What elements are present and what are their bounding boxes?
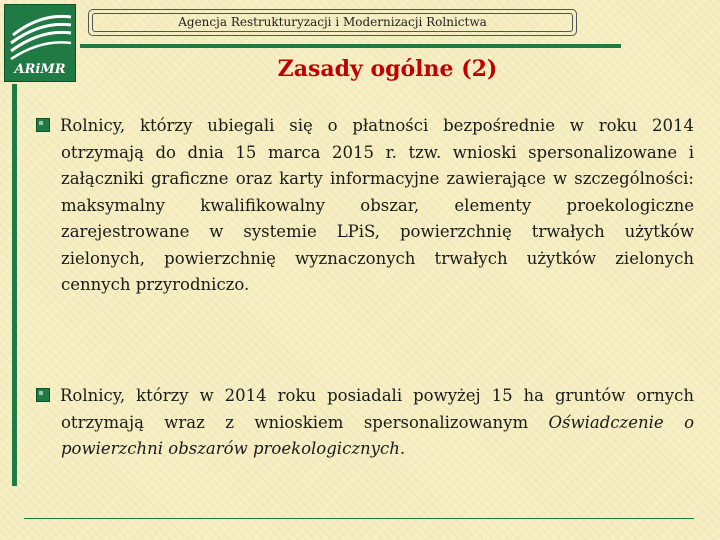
agency-header: [88, 9, 577, 36]
left-divider: [12, 84, 17, 486]
top-divider: [80, 44, 621, 48]
slide-title: Zasady ogólne (2): [277, 56, 498, 82]
arimr-logo-icon: [4, 4, 76, 82]
bullet-text-2-italic: Oświadczenie o powierzchni obszarów proekologicznych: [61, 412, 695, 458]
bullet-text-2: Rolnicy, którzy w 2014 roku posiadali powyżej 15 ha gruntów ornych otrzymają wraz z wnioskiem spersonalizowanym: [60, 386, 694, 432]
bullet-text-1: Rolnicy, którzy ubiegali się o płatności bezpośrednie w roku 2014 otrzymają do dnia 15 marca 2015 r. tzw. wnioski spersonalizowane i załączniki graficzne oraz karty informacyjne zawierające w szczególności: maksymalny kwalifikowalny obszar, elementy proekologiczne zarejestrowane w systemie LPiS, powierzchnię trwałych użytków zielonych, powierzchnię wyznaczonych trwałych użytków zielonych cennych przyrodniczo.: [60, 116, 694, 294]
bullet-text-2-trailing: .: [399, 439, 406, 458]
bullet-item-2: [36, 383, 694, 463]
square-bullet-icon: [36, 388, 50, 402]
bullet-item-1: [36, 113, 694, 299]
logo-text: ARiMR: [14, 62, 66, 77]
square-bullet-icon: [36, 118, 50, 132]
bottom-divider: [24, 518, 694, 519]
agency-name: Agencja Restrukturyzacji i Modernizacji Rolnictwa: [92, 13, 573, 32]
